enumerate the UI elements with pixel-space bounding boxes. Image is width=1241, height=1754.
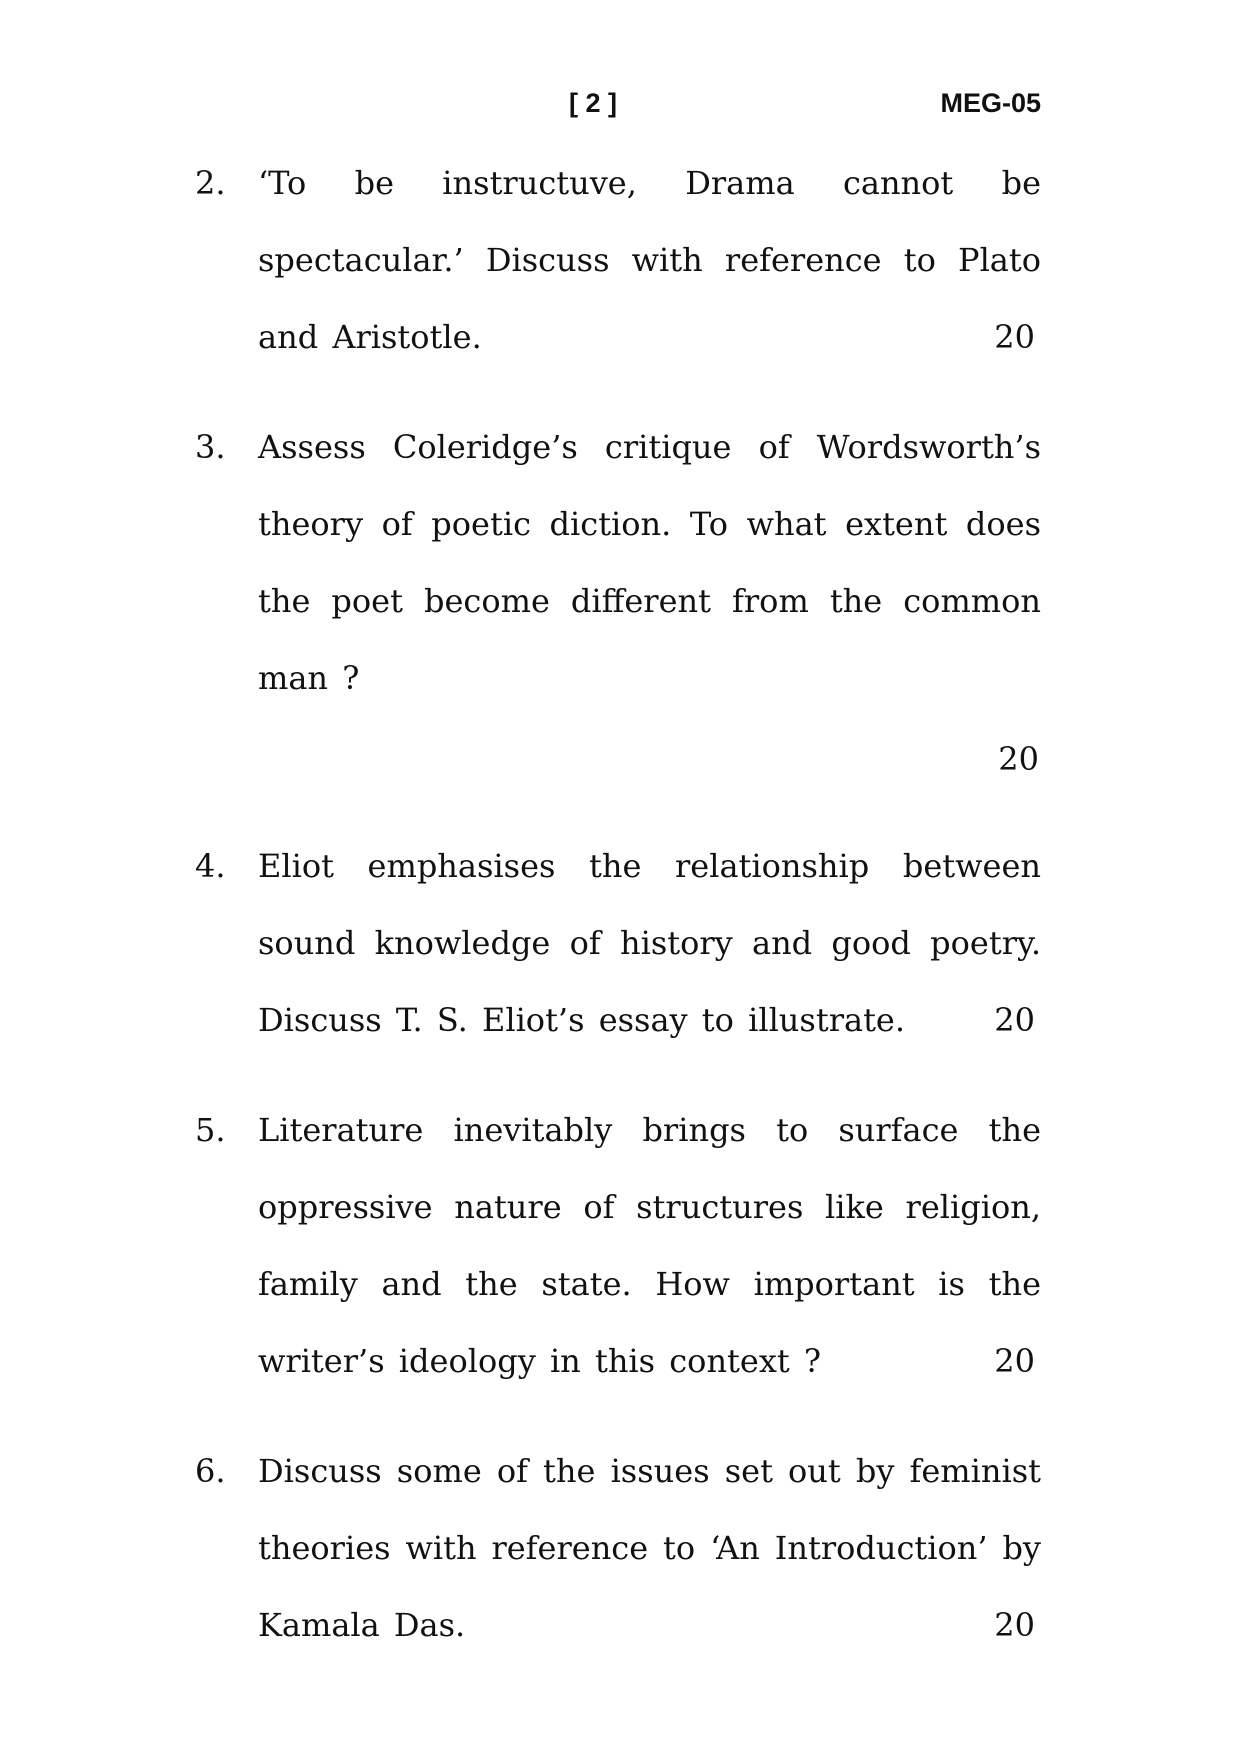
question-3: [195, 409, 1041, 798]
question-number: 6.: [195, 1452, 226, 1490]
page-header: [0, 88, 1241, 128]
question-6: [195, 1433, 1041, 1664]
question-5: [195, 1092, 1041, 1400]
question-text: Assess Coleridge’s critique of Wordsworth’s theory of poetic diction. To what extent does the poet become different from the common man ?: [258, 428, 1041, 697]
question-number: 3.: [195, 428, 226, 466]
question-marks: 20: [994, 318, 1035, 356]
question-text: Eliot emphasises the relationship between sound knowledge of history and good poetry. Discuss T. S. Eliot’s essay to illustrate.: [258, 847, 1041, 1039]
paper-code: MEG-05: [940, 88, 1041, 118]
question-text-block: [258, 409, 1041, 717]
question-text: ‘To be instructuve, Drama cannot be spectacular.’ Discuss with reference to Plato and Aristotle.: [258, 164, 1041, 356]
question-marks: 20: [994, 1606, 1035, 1644]
question-4: [195, 828, 1041, 1059]
question-marks: 20: [994, 1342, 1035, 1380]
question-number: 2.: [195, 164, 226, 202]
question-text-block: [258, 828, 1041, 1059]
question-marks: 20: [998, 740, 1039, 778]
question-text-block: [258, 1433, 1041, 1664]
question-number: 4.: [195, 847, 226, 885]
question-marks: 20: [994, 1001, 1035, 1039]
question-list: [195, 145, 1041, 1697]
page-number: [ 2 ]: [569, 88, 618, 118]
question-text: Literature inevitably brings to surface the oppressive nature of structures like religion, family and the state. How important is the writer’s ideology in this context ?: [258, 1111, 1041, 1380]
question-text: Discuss some of the issues set out by feminist theories with reference to ‘An Introduction’ by Kamala Das.: [258, 1452, 1041, 1644]
question-text-block: [258, 145, 1041, 376]
question-text-block: [258, 1092, 1041, 1400]
question-2: [195, 145, 1041, 376]
question-number: 5.: [195, 1111, 226, 1149]
